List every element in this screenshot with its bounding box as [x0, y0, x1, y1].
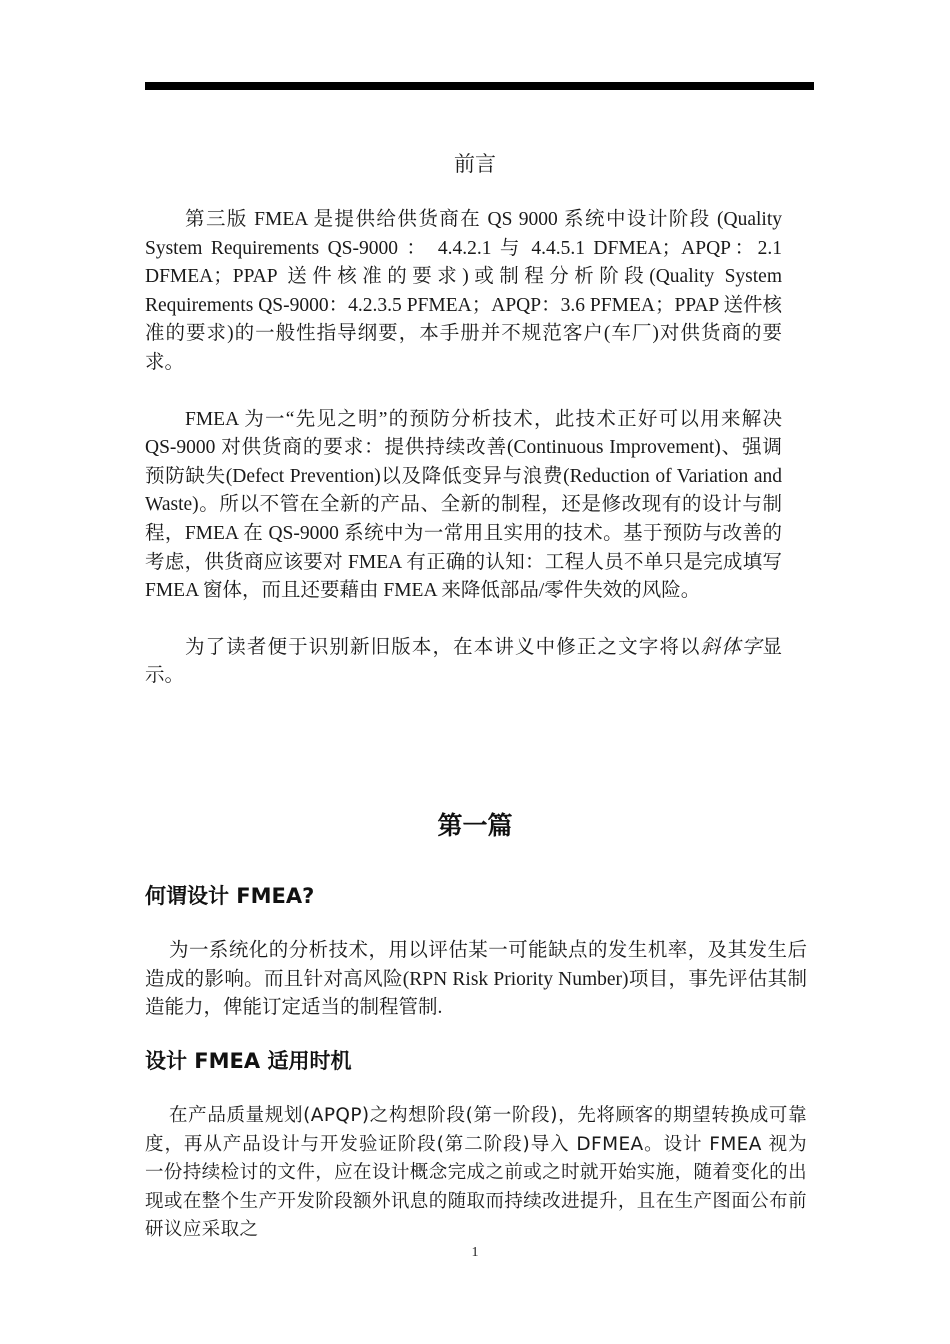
preface-paragraph-3-text: 为了读者便于识别新旧版本，在本讲义中修正之文字将以	[185, 636, 701, 658]
part-title: 第一篇	[437, 811, 513, 840]
section-heading-dfmea-timing: 设计 FMEA 适用时机	[145, 1049, 352, 1073]
preface-paragraph-2: FMEA 为一“先见之明”的预防分析技术，此技术正好可以用来解决 QS-9000 对供货商的要求：提供持续改善(Continuous Improvement)、强调预防缺失(Defect Prevention)以及降低变异与浪费(Reduction of Variation and Waste)。所以不管在全新的产品、全新的制程，还是修改现有的设计与制程，FMEA 在 QS-9000 系统中为一常用且实用的技术。基于预防与改善的考虑，供货商应该要对 FMEA 有正确的认知：工程人员不单只是完成填写 FMEA 窗体，而且还要藉由 FMEA 来降低部品/零件失效的风险。	[145, 408, 782, 602]
page-number: 1	[471, 1245, 479, 1260]
preface-paragraph-1: 第三版 FMEA 是提供给供货商在 QS 9000 系统中设计阶段 (Quality System Requirements QS-9000 ： 4.4.2.1 与 4.4.5.1 DFMEA；APQP：2.1 DFMEA；PPAP 送件核准的要求)或制程分析阶段(Quality System Requirements QS-9000：4.2.3.5 PFMEA；APQP：3.6 PFMEA；PPAP 送件核准的要求)的一般性指导纲要，本手册并不规范客户(车厂)对供货商的要求。	[145, 209, 782, 373]
preface-paragraph-3-end: 显示。	[145, 636, 782, 687]
preface-title: 前言	[454, 152, 496, 176]
section-heading-what-is-dfmea: 何谓设计 FMEA?	[145, 884, 315, 908]
preface-body	[145, 206, 782, 691]
preface-paragraph-3	[145, 634, 782, 691]
header-rule	[145, 82, 814, 90]
italic-sample: 斜体字	[700, 636, 763, 658]
section-body-what-is-dfmea: 为一系统化的分析技术，用以评估某一可能缺点的发生机率，及其发生后造成的影响。而且针对高风险(RPN Risk Priority Number)项目，事先评估其制造能力，俾能订定适当的制程管制.	[145, 940, 807, 1019]
section-body-dfmea-timing: 在产品质量规划(APQP)之构想阶段(第一阶段)，先将顾客的期望转换成可靠度，再从产品设计与开发验证阶段(第二阶段)导入 DFMEA。设计 FMEA 视为一份持续检讨的文件，应在设计概念完成之前或之时就开始实施，随着变化的出现或在整个生产开发阶段额外讯息的随取而持续改进提升，且在生产图面公布前研议应采取之	[145, 1105, 807, 1241]
